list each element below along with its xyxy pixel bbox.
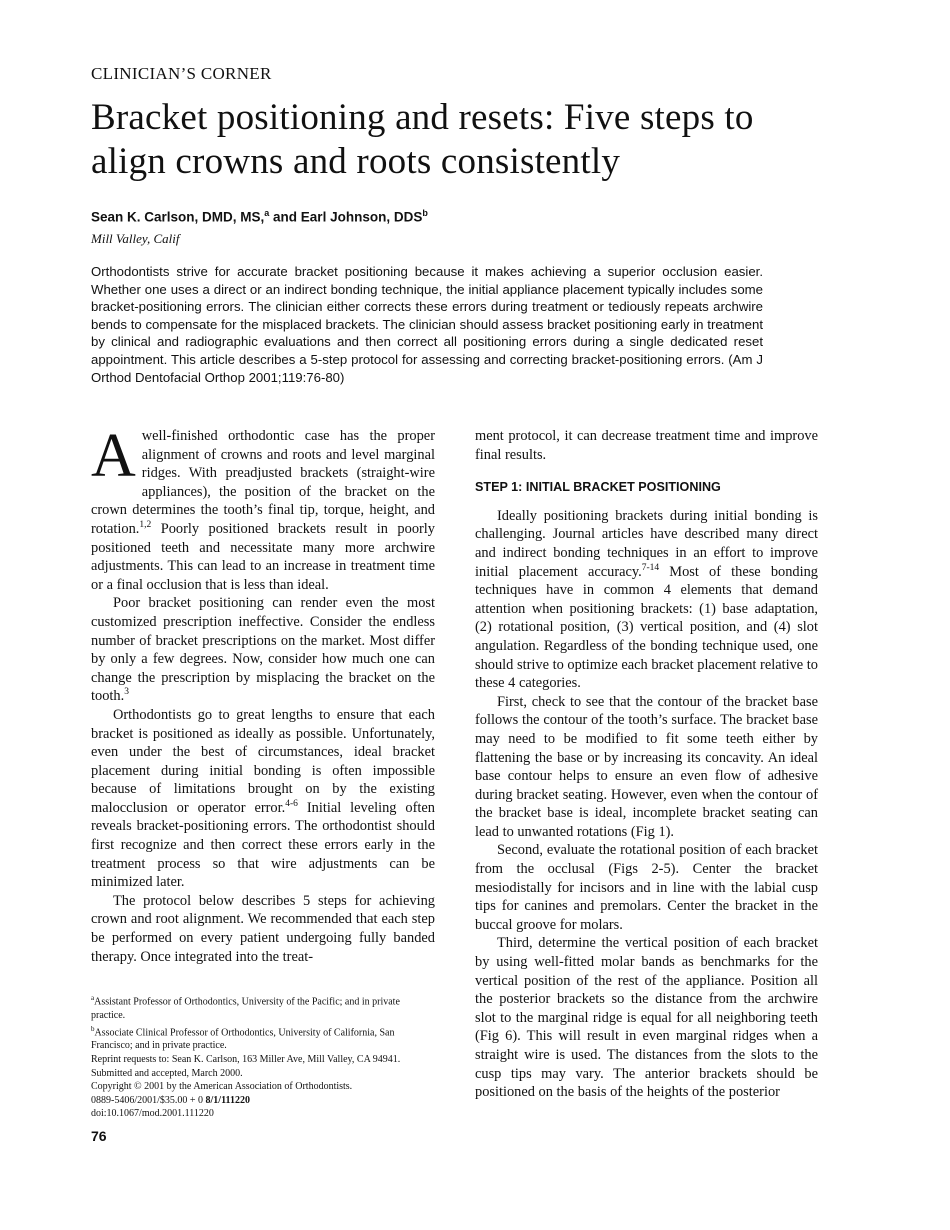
drop-cap: A [91, 422, 136, 490]
section-heading: STEP 1: INITIAL BRACKET POSITIONING [475, 480, 721, 495]
paragraph [475, 507, 818, 693]
abstract: Orthodontists strive for accurate bracket positioning because it makes achieving a superior occlusion easier. Whether one uses a direct or an indirect bonding technique, the initial appliance placement typically includes some bracket-positioning errors. The clinician either corrects these errors during treatment or tediously repeats archwire bends to compensate for the misplaced brackets. The clinician should assess bracket positioning early in treatment by clinical and radiographic evaluations and then correct all positioning errors during a single dedicated reset appointment. This article describes a 5-step protocol for assessing and correcting bracket-positioning errors. (Am J Orthod Dentofacial Orthop 2001;119:76-80) [91, 264, 763, 385]
footnote-text: Assistant Professor of Orthodontics, University of the Pacific; and in private practice. [91, 996, 400, 1021]
section-label: CLINICIAN’S CORNER [91, 64, 272, 83]
author-location: Mill Valley, Calif [91, 231, 180, 246]
paragraph-intro [91, 422, 435, 594]
issn-line [91, 1094, 436, 1108]
paragraph-text: Initial leveling often reveals bracket-positioning errors. The orthodontist should first recognize and then correct these errors early in the treatment process so that wire adjustments can be minimized later. [91, 799, 435, 891]
affiliation-mark-a: a [264, 208, 270, 218]
issn-text: 0889-5406/2001/$35.00 + 0 [91, 1094, 206, 1106]
footnote-b [91, 1023, 436, 1054]
paragraph-text: Orthodontists go to great lengths to ensure that each bracket is positioned as ideally as possible. Unfortunately, even under the best of circumstances, ideal bracket placement during initial bonding is often impossible because of limitations brought on by the existing malocclusion or operator error. [91, 706, 435, 816]
footnote-mark: b [91, 1024, 95, 1033]
copyright-note: Copyright © 2001 by the American Association of Orthodontists. [91, 1081, 353, 1093]
submitted-note: Submitted and accepted, March 2000. [91, 1067, 243, 1079]
reference-mark: 4-6 [285, 799, 298, 810]
paragraph: The protocol below describes 5 steps for achieving crown and root alignment. We recommended that each step be performed on every patient undergoing fully banded therapy. Once integrated into the treat- [91, 892, 435, 965]
body-column-left [91, 422, 435, 966]
author-line [91, 208, 428, 225]
author-1: Sean K. Carlson, DMD, MS, [91, 209, 265, 225]
footnote-text: Associate Clinical Professor of Orthodontics, University of California, San Francisco; and in private practice. [91, 1026, 395, 1052]
footnote-a [91, 992, 436, 1023]
affiliation-mark-b: b [422, 208, 428, 218]
paragraph-text: Poorly positioned brackets result in poorly positioned teeth and necessitate many more archwire adjustments. This can lead to an increase in treatment time or a final occlusion that is less than ideal. [91, 520, 435, 593]
author-2: and Earl Johnson, DDS [269, 209, 423, 225]
footnotes [91, 992, 436, 1121]
article-title: Bracket positioning and resets: Five steps to align crowns and roots consistently [91, 97, 754, 182]
paragraph: Third, determine the vertical position of each bracket by using well-fitted molar bands as benchmarks for the vertical position of the rest of the appliance. Position all the posterior brackets so the distance from the archwire slot to the marginal ridge is equal for all neighboring teeth (Fig 6). This will result in even marginal ridges when a straight wire is used. The distances from the slots to the cusp tips may vary. The anterior brackets should be positioned on the basis of the heights of the posterior [475, 935, 818, 1101]
issue-code: 8/1/111220 [205, 1094, 250, 1106]
paragraph-text: Poor bracket positioning can render even the most customized prescription ineffective. Consider the endless number of bracket prescriptions on the market. Most differ by only a few degrees. Now, consider how much one can change the prescription by misplacing the bracket on the tooth. [91, 595, 435, 705]
body-column-right [475, 427, 818, 1102]
paragraph: ment protocol, it can decrease treatment time and improve final results. [475, 428, 818, 463]
page-number: 76 [91, 1128, 107, 1144]
paragraph-text: Ideally positioning brackets during initial bonding is challenging. Journal articles have described many direct and indirect bonding techniques in an effort to improve initial placement accuracy. [475, 507, 818, 580]
paragraph [91, 594, 435, 706]
footnote-mark: a [91, 994, 95, 1002]
reference-mark: 7-14 [641, 562, 660, 573]
reference-mark: 1,2 [139, 520, 152, 531]
paragraph: Second, evaluate the rotational position of each bracket from the occlusal (Figs 2-5). Center the bracket mesiodistally for incisors and in line with the labial cusp tips for canines and premolars. Center the bracket in the buccal groove for molars. [475, 842, 818, 933]
paragraph [91, 706, 435, 892]
paragraph-text: well-finished orthodontic case has the proper alignment of crowns and roots and level marginal ridges. With preadjusted brackets (straight-wire appliances), the position of the bracket on the crown determines the tooth’s final tip, torque, height, and rotation. [91, 428, 435, 537]
doi-line: doi:10.1067/mod.2001.111220 [91, 1108, 214, 1120]
paragraph-text: Most of these bonding techniques have in common 4 elements that demand attention when positioning brackets: (1) base adaptation, (2) rotational position, (3) vertical position, and (4) slot angulation. Regardless of the bonding technique used, one should strive to optimize each bracket placement relative to these 4 categories. [475, 563, 818, 692]
paragraph: First, check to see that the contour of the bracket base follows the contour of the tooth’s surface. The bracket base may need to be modified to fit some teeth either by flattening the base or by increasing its concavity. An ideal base contour helps to ensure an even flow of adhesive during bracket seating. However, even when the contour of the bracket base is ideal, incomplete bracket seating can lead to unwanted rotations (Fig 1). [475, 693, 818, 840]
reference-mark: 3 [124, 687, 129, 698]
reprint-note: Reprint requests to: Sean K. Carlson, 163 Miller Ave, Mill Valley, CA 94941. [91, 1054, 401, 1066]
